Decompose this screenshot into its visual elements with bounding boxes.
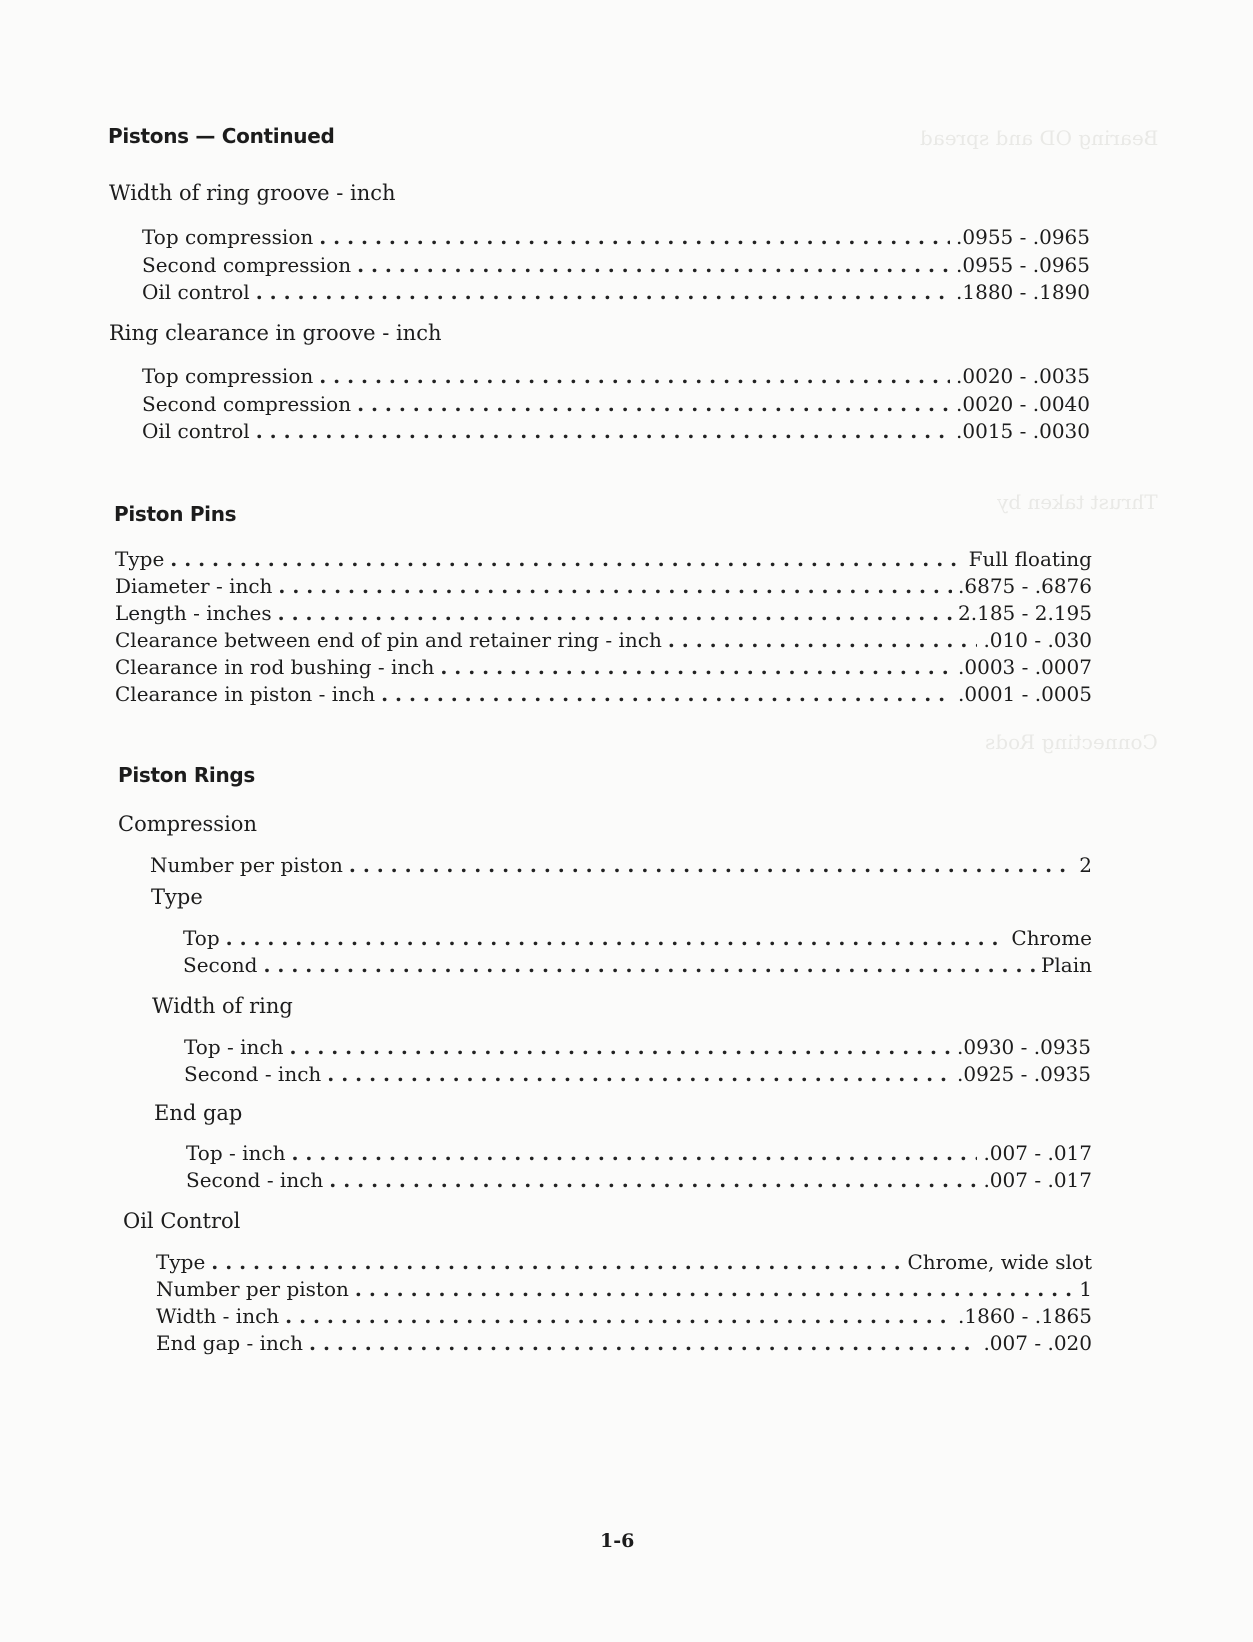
leader-dots bbox=[355, 1276, 1073, 1302]
leader-dots bbox=[291, 1140, 977, 1166]
leader-dots bbox=[319, 224, 950, 250]
spec-row bbox=[142, 418, 1090, 444]
leader-dots bbox=[278, 600, 952, 626]
leader-dots bbox=[357, 391, 950, 417]
leader-dots bbox=[440, 654, 952, 680]
spec-value: Chrome bbox=[1011, 926, 1092, 950]
spec-row bbox=[184, 1061, 1091, 1087]
spec-row bbox=[186, 1140, 1092, 1166]
spec-row bbox=[156, 1330, 1092, 1356]
spec-label: Top compression bbox=[142, 225, 314, 249]
spec-value: .0955 - .0965 bbox=[956, 225, 1090, 249]
spec-label: Clearance in piston - inch bbox=[115, 682, 376, 706]
spec-label: Second - inch bbox=[186, 1168, 324, 1192]
spec-value: .007 - .020 bbox=[983, 1331, 1092, 1355]
leader-dots bbox=[329, 1167, 977, 1193]
spec-label: Clearance between end of pin and retainer ring - inch bbox=[115, 628, 662, 652]
leader-dots bbox=[263, 952, 1034, 978]
leader-dots bbox=[211, 1249, 901, 1275]
spec-row bbox=[183, 952, 1092, 978]
spec-label: Number per piston bbox=[150, 853, 343, 877]
section-heading-piston-pins: Piston Pins bbox=[114, 502, 237, 526]
spec-label: Type bbox=[156, 1250, 206, 1274]
spec-value: .0020 - .0035 bbox=[956, 364, 1090, 388]
spec-label: Top bbox=[183, 926, 220, 950]
spec-row bbox=[115, 654, 1092, 680]
spec-label: Second compression bbox=[142, 392, 352, 416]
subheading-ring-groove-width: Width of ring groove - inch bbox=[109, 181, 396, 205]
spec-row bbox=[142, 363, 1090, 389]
subheading-oil-control: Oil Control bbox=[123, 1209, 241, 1233]
spec-label: Number per piston bbox=[156, 1277, 349, 1301]
spec-row bbox=[115, 546, 1092, 572]
spec-label: Oil control bbox=[142, 280, 250, 304]
bleed-through-text: Connecting Rods bbox=[985, 730, 1158, 754]
spec-label: End gap - inch bbox=[156, 1331, 304, 1355]
spec-value: .0001 - .0005 bbox=[958, 682, 1092, 706]
spec-row bbox=[115, 627, 1092, 653]
spec-row bbox=[142, 391, 1090, 417]
spec-label: Diameter - inch bbox=[115, 574, 273, 598]
subheading-type: Type bbox=[151, 885, 203, 909]
spec-value: 2 bbox=[1079, 853, 1092, 877]
subheading-end-gap: End gap bbox=[154, 1101, 243, 1125]
leader-dots bbox=[309, 1330, 977, 1356]
spec-value: Chrome, wide slot bbox=[907, 1250, 1092, 1274]
spec-value: .007 - .017 bbox=[983, 1141, 1092, 1165]
spec-value: .007 - .017 bbox=[983, 1168, 1092, 1192]
spec-row bbox=[183, 925, 1092, 951]
spec-value: .0020 - .0040 bbox=[956, 392, 1090, 416]
spec-row bbox=[184, 1034, 1091, 1060]
spec-value: .0930 - .0935 bbox=[957, 1035, 1091, 1059]
spec-row bbox=[142, 279, 1090, 305]
spec-label: Top - inch bbox=[186, 1141, 286, 1165]
leader-dots bbox=[226, 925, 1006, 951]
leader-dots bbox=[278, 573, 952, 599]
spec-label: Oil control bbox=[142, 419, 250, 443]
spec-label: Second compression bbox=[142, 253, 352, 277]
page-number: 1-6 bbox=[600, 1530, 635, 1552]
spec-value: Full floating bbox=[968, 547, 1092, 571]
spec-value: .1880 - .1890 bbox=[956, 280, 1090, 304]
subheading-compression: Compression bbox=[118, 812, 257, 836]
spec-value: .010 - .030 bbox=[983, 628, 1092, 652]
spec-label: Clearance in rod bushing - inch bbox=[115, 655, 435, 679]
spec-row bbox=[156, 1303, 1092, 1329]
leader-dots bbox=[289, 1034, 951, 1060]
spec-row bbox=[156, 1249, 1092, 1275]
leader-dots bbox=[256, 279, 950, 305]
subheading-width-of-ring: Width of ring bbox=[152, 994, 293, 1018]
spec-row bbox=[142, 224, 1090, 250]
spec-label: Top - inch bbox=[184, 1035, 284, 1059]
leader-dots bbox=[285, 1303, 952, 1329]
spec-label: Second bbox=[183, 953, 258, 977]
leader-dots bbox=[357, 252, 950, 278]
leader-dots bbox=[170, 546, 962, 572]
spec-label: Top compression bbox=[142, 364, 314, 388]
leader-dots bbox=[381, 681, 952, 707]
leader-dots bbox=[319, 363, 950, 389]
spec-row bbox=[142, 252, 1090, 278]
spec-row bbox=[115, 681, 1092, 707]
spec-row bbox=[150, 852, 1092, 878]
spec-value: .6875 - .6876 bbox=[958, 574, 1092, 598]
spec-row bbox=[156, 1276, 1092, 1302]
bleed-through-text: Thrust taken by bbox=[997, 490, 1158, 514]
spec-value: .0003 - .0007 bbox=[958, 655, 1092, 679]
spec-label: Type bbox=[115, 547, 165, 571]
leader-dots bbox=[349, 852, 1073, 878]
spec-value: Plain bbox=[1040, 953, 1092, 977]
leader-dots bbox=[668, 627, 978, 653]
spec-value: .0015 - .0030 bbox=[956, 419, 1090, 443]
spec-row bbox=[115, 573, 1092, 599]
bleed-through-text: Bearing OD and spread bbox=[919, 126, 1158, 150]
section-heading-pistons: Pistons — Continued bbox=[108, 124, 335, 148]
spec-label: Second - inch bbox=[184, 1062, 322, 1086]
spec-label: Length - inches bbox=[115, 601, 272, 625]
section-heading-piston-rings: Piston Rings bbox=[118, 763, 256, 787]
spec-row bbox=[186, 1167, 1092, 1193]
spec-value: 2.185 - 2.195 bbox=[958, 601, 1092, 625]
spec-value: .1860 - .1865 bbox=[958, 1304, 1092, 1328]
leader-dots bbox=[327, 1061, 951, 1087]
spec-value: .0925 - .0935 bbox=[957, 1062, 1091, 1086]
spec-row bbox=[115, 600, 1092, 626]
spec-value: 1 bbox=[1079, 1277, 1092, 1301]
subheading-ring-clearance: Ring clearance in groove - inch bbox=[109, 321, 442, 345]
spec-label: Width - inch bbox=[156, 1304, 280, 1328]
spec-value: .0955 - .0965 bbox=[956, 253, 1090, 277]
leader-dots bbox=[256, 418, 950, 444]
